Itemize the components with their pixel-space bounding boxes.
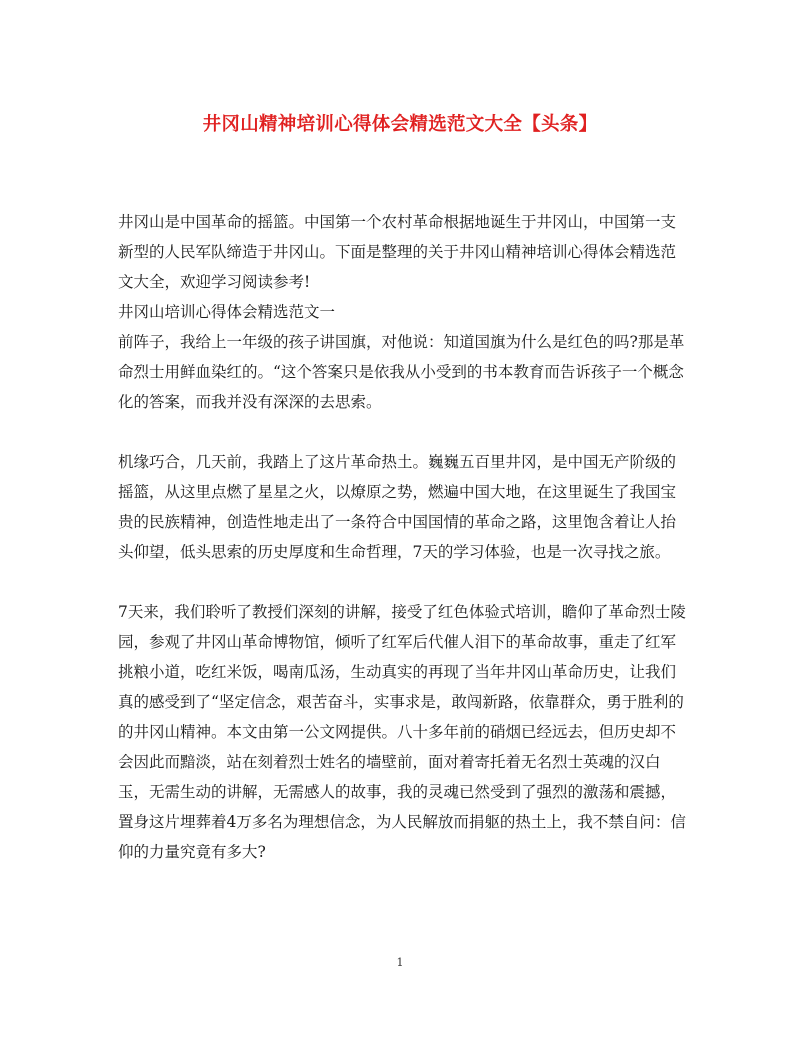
document-body (118, 207, 688, 867)
section-heading: 井冈山培训心得体会精选范文一 (118, 303, 336, 321)
paragraph-block-3 (118, 597, 688, 867)
paragraph-block-2 (118, 447, 688, 567)
page-number: 1 (396, 956, 404, 969)
intro-block (118, 207, 688, 417)
intro-paragraph: 井冈山是中国革命的摇篮。中国第一个农村革命根据地诞生于井冈山，中国第一支新型的人民军队缔造于井冈山。下面是整理的关于井冈山精神培训心得体会精选范文大全，欢迎学习阅读参考! (118, 213, 677, 291)
paragraph-gap (118, 417, 688, 447)
document-title: 井冈山精神培训心得体会精选范文大全【头条】 (202, 114, 598, 135)
body-paragraph-2: 机缘巧合，几天前，我踏上了这片革命热土。巍巍五百里井冈，是中国无产阶级的摇篮，从这里点燃了星星之火，以燎原之势，燃遍中国大地，在这里诞生了我国宝贵的民族精神，创造性地走出了一条符合中国国情的革命之路，这里饱含着让人抬头仰望，低头思索的历史厚度和生命哲理，7天的学习体验，也是一次寻找之旅。 (118, 453, 677, 561)
body-paragraph-3: 7天来，我们聆听了教授们深刻的讲解，接受了红色体验式培训，瞻仰了革命烈士陵园，参观了井冈山革命博物馆，倾听了红军后代催人泪下的革命故事，重走了红军挑粮小道，吃红米饭，喝南瓜汤，生动真实的再现了当年井冈山革命历史，让我们真的感受到了“坚定信念，艰苦奋斗，实事求是，敢闯新路，依靠群众，勇于胜利的的井冈山精神。本文由第一公文网提供。八十多年前的硝烟已经远去，但历史却不会因此而黯淡，站在刻着烈士姓名的墙壁前，面对着寄托着无名烈士英魂的汉白玉，无需生动的讲解，无需感人的故事，我的灵魂已然受到了强烈的激荡和震撼，置身这片埋葬着4万多名为理想信念，为人民解放而捐躯的热土上，我不禁自问：信仰的力量究竟有多大? (118, 603, 686, 861)
paragraph-gap (118, 567, 688, 597)
body-paragraph-1: 前阵子，我给上一年级的孩子讲国旗，对他说：知道国旗为什么是红色的吗?那是革命烈士用鲜血染红的。“这个答案只是依我从小受到的书本教育而告诉孩子一个概念化的答案，而我并没有深深的去思索。 (118, 333, 685, 411)
